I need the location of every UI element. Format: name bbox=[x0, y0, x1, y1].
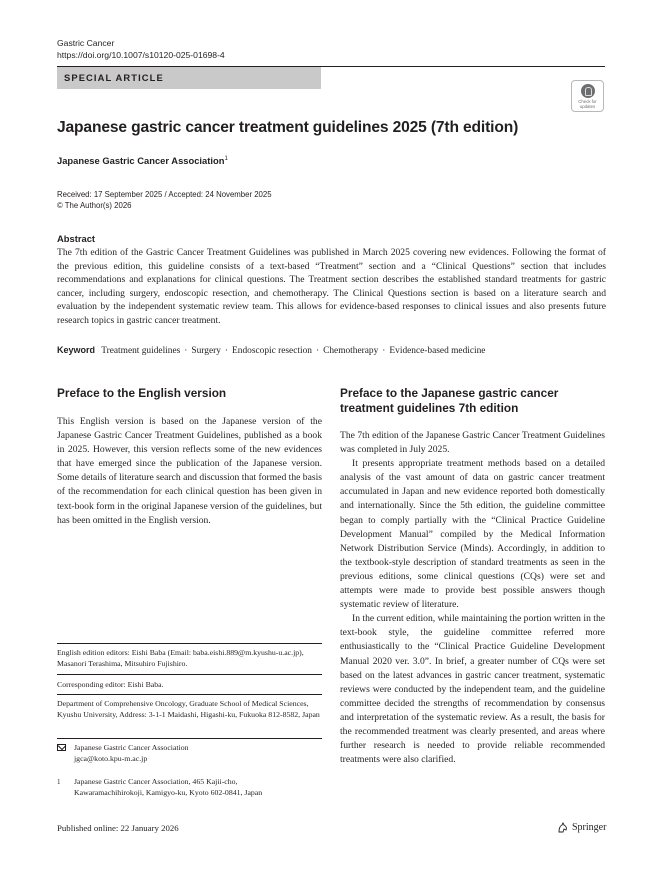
received-accepted: Received: 17 September 2025 / Accepted: 24 November 2025 bbox=[57, 190, 272, 199]
doi-link[interactable]: https://doi.org/10.1007/s10120-025-01698-4 bbox=[57, 50, 225, 60]
keyword-item: Endoscopic resection bbox=[232, 346, 312, 356]
article-dates bbox=[57, 190, 272, 211]
springer-horse-icon bbox=[557, 822, 568, 833]
author-name: Japanese Gastric Cancer Association bbox=[57, 155, 225, 166]
english-preface-text bbox=[57, 415, 322, 528]
publisher-logo bbox=[557, 822, 606, 833]
keyword-item: Chemotherapy bbox=[323, 346, 379, 356]
publisher-name: Springer bbox=[572, 822, 607, 833]
japanese-preface-text bbox=[340, 429, 605, 767]
article-type-banner bbox=[57, 67, 321, 89]
paragraph: In the current edition, while maintaining the portion written in the text-book style, the guideline committee referred more enthusiastically to the “Clinical Practice Guideline Development Manual 2020 ver. 3.0”. In brief, a greater number of CQs were set based on the latest advances in gastric cancer treatment, systematic reviews were conducted by the independent team, and the guideline committee decided the strengths of recommendation by consensus and interpretation of the systematic review. As a result, the basis for the recommended treatment was clearly presented, and areas where further research is needed to provide reliable recommended treatments were also clarified. bbox=[340, 613, 605, 766]
footnote-department: Department of Comprehensive Oncology, Graduate School of Medical Sciences, Kyushu University, Address: 3-1-1 Maidashi, Higashi-ku, Fukuoka 812-8582, Japan bbox=[57, 699, 320, 720]
paragraph: The 7th edition of the Japanese Gastric Cancer Treatment Guidelines was completed in July 2025. bbox=[340, 430, 605, 456]
footnote-contact bbox=[57, 742, 322, 764]
heading-line: treatment guidelines 7th edition bbox=[340, 400, 519, 415]
keywords bbox=[57, 344, 606, 357]
bookmark-icon bbox=[581, 84, 595, 98]
contact-name: Japanese Gastric Cancer Association bbox=[74, 743, 189, 752]
footnote-corresponding: Corresponding editor: Eishi Baba. bbox=[57, 680, 164, 689]
article-title: Japanese gastric cancer treatment guidelines 2025 (7th edition) bbox=[57, 119, 519, 136]
footnote-editors: English edition editors: Eishi Baba (Email: baba.eishi.889@m.kyushu-u.ac.jp), Masanori Terashima, Mitsuhiro Fujishiro. bbox=[57, 648, 304, 669]
keyword-item: Surgery bbox=[191, 346, 221, 356]
section-heading-english-preface: Preface to the English version bbox=[57, 386, 227, 400]
copyright: © The Author(s) 2026 bbox=[57, 200, 132, 210]
contact-email[interactable]: jgca@koto.kpu-m.ac.jp bbox=[74, 754, 148, 764]
abstract-text: The 7th edition of the Gastric Cancer Treatment Guidelines was published in March 2025 covering new evidences. Following the format of the previous edition, this guideline consists of a text-based “Treatment” section and a “Clinical Questions” section that includes recommendations and explanations for clinical questions. The Treatment section describes the established standard treatments for gastric cancer, including surgery, endoscopic resection, and chemotherapy. The Clinical Questions section is based on a literature search and evaluation by the independent systematic review team. This allows for evidence-based responses to clinical issues and also presents future research topics in gastric cancer treatment. bbox=[57, 247, 606, 326]
footnote-rule bbox=[57, 738, 322, 739]
badge-label: Check for updates bbox=[578, 99, 597, 109]
paragraph: This English version is based on the Japanese version of the Japanese Gastric Cancer Treatment Guidelines, published as a book in 2025. However, this version reflects some of the new evidences that have emerged since the publication of the Japanese version. Some details of literature search and discussion that formed the basis of the recommendation for each clinical question has been given in text-book form in the original Japanese version of the guidelines, but has been omitted in the English version. bbox=[57, 416, 322, 526]
footnote-rule bbox=[57, 643, 322, 644]
footnote-rule bbox=[57, 674, 322, 675]
affiliation-line: Japanese Gastric Cancer Association, 465 Kajii-cho, bbox=[74, 777, 238, 786]
affiliation-number: 1 bbox=[57, 778, 61, 786]
keyword-separator: · bbox=[315, 346, 320, 356]
footnote-affiliation bbox=[57, 776, 322, 798]
affiliation-line: Kawaramachihirokoji, Kamigyo-ku, Kyoto 602-0841, Japan bbox=[74, 788, 263, 798]
keyword-item: Evidence-based medicine bbox=[389, 346, 486, 356]
abstract-heading: Abstract bbox=[57, 233, 96, 244]
envelope-icon bbox=[57, 744, 66, 751]
section-heading-japanese-preface bbox=[340, 386, 558, 415]
article-type-label: SPECIAL ARTICLE bbox=[64, 72, 164, 83]
keywords-label: Keyword bbox=[57, 345, 96, 355]
journal-header bbox=[57, 37, 225, 61]
paragraph: It presents appropriate treatment methods based on a detailed analysis of the vast amount of data on gastric cancer treatment accumulated in Japan and new evidence reported both domestically and internationally. Since the 5th edition, the guideline committee began to comply partially with the “Clinical Practice Guideline Development Manual” compiled by the Medical Information Network Distribution Service (Minds). Accordingly, in addition to the textbook-style description of standard treatments as seen in the previous editions, some clinical questions (CQs) were set and attempts were made to provide best possible answers though systematic review of literature. bbox=[340, 458, 605, 611]
check-for-updates-badge[interactable] bbox=[571, 80, 604, 112]
footnote-rule bbox=[57, 694, 322, 695]
author-line bbox=[57, 155, 228, 166]
keyword-separator: · bbox=[382, 346, 386, 356]
journal-name: Gastric Cancer bbox=[57, 38, 115, 48]
heading-line: Preface to the Japanese gastric cancer bbox=[340, 386, 559, 400]
published-date: Published online: 22 January 2026 bbox=[57, 823, 179, 833]
keyword-item: Treatment guidelines bbox=[101, 346, 181, 356]
keyword-separator: · bbox=[224, 346, 229, 356]
author-affiliation-mark[interactable]: 1 bbox=[224, 156, 228, 162]
keyword-separator: · bbox=[184, 346, 188, 356]
